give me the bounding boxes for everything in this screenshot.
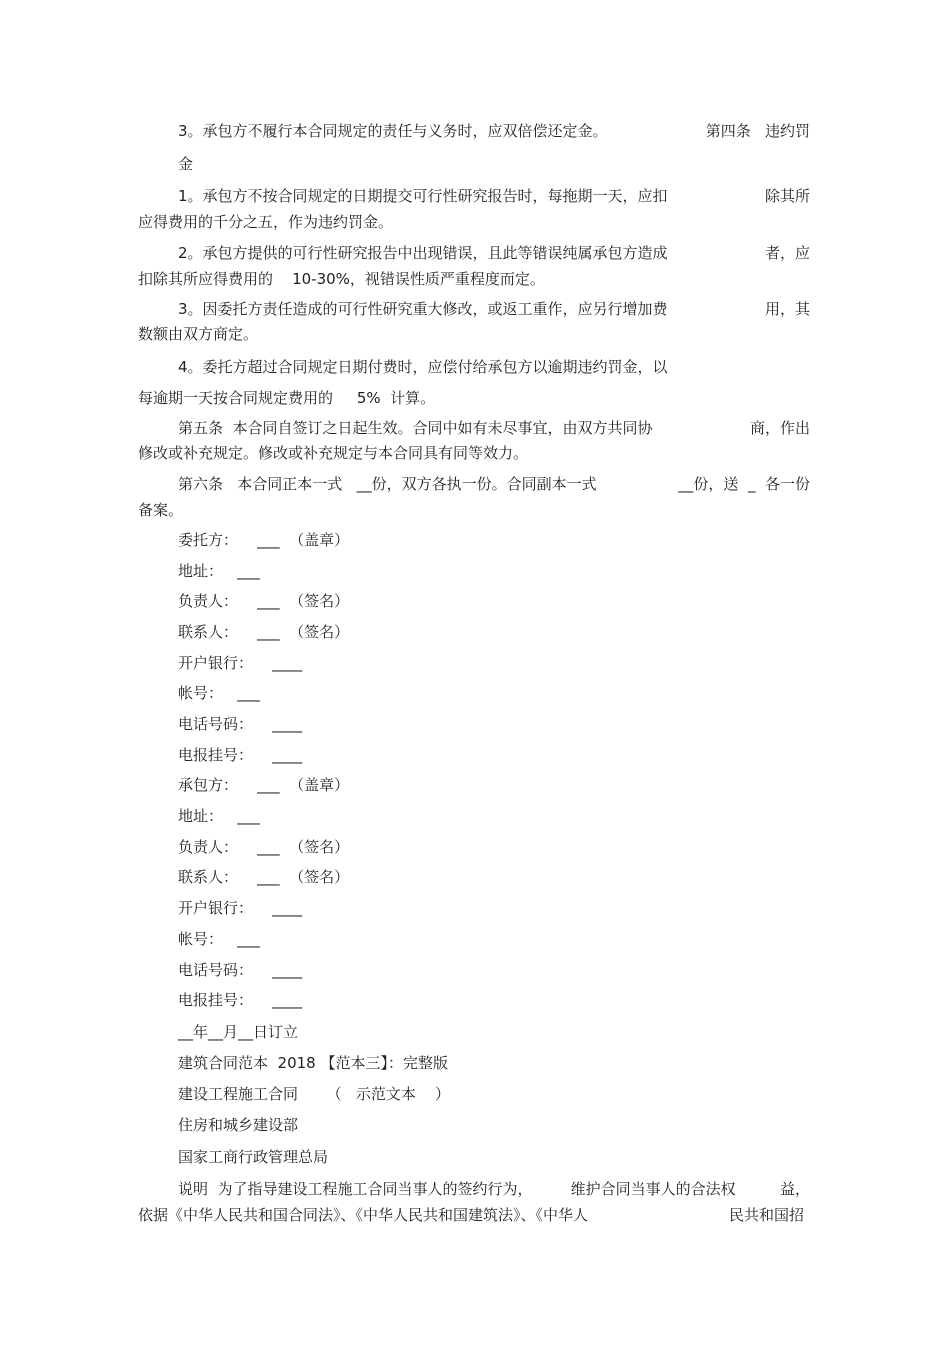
line-text: 3。承包方不履行本合同规定的责任与义务时，应双倍偿还定金。 xyxy=(178,122,608,140)
paragraph-line: 应得费用的千分之五，作为违约罚金。 xyxy=(138,213,394,231)
form-field-line: 联系人： ___ （签名） xyxy=(178,623,350,641)
form-field-line: 开户银行： ____ xyxy=(178,899,303,917)
form-field-line: 地址： ___ xyxy=(178,562,260,580)
form-field-line: 负责人： ___ （签名） xyxy=(178,838,350,856)
paragraph-line: 金 xyxy=(178,155,194,173)
form-field-line: 地址： ___ xyxy=(178,807,260,825)
paragraph-line: 4。委托方超过合同规定日期付费时，应偿付给承包方以逾期违约罚金，以 xyxy=(178,358,668,376)
paragraph-line: 每逾期一天按合同规定费用的 5% 计算。 xyxy=(138,389,436,407)
line-text-right: 除其所 xyxy=(764,187,810,205)
date-line: __年__月__日订立 xyxy=(178,1023,299,1041)
line-text: 第五条 本合同自签订之日起生效。合同中如有未尽事宜，由双方共同协 xyxy=(178,419,653,437)
document-title: 建设工程施工合同 （ 示范文本 ） xyxy=(178,1085,450,1103)
line-text: 1。承包方不按合同规定的日期提交可行性研究报告时，每拖期一天，应扣 xyxy=(178,187,668,205)
line-text-right: 者，应 xyxy=(764,244,810,262)
line-text-right: 商，作出 xyxy=(749,419,810,437)
paragraph-line xyxy=(178,477,810,492)
form-field-line: 电报挂号： ____ xyxy=(178,746,303,764)
line-text: 2。承包方提供的可行性研究报告中出现错误，且此等错误纯属承包方造成 xyxy=(178,244,668,262)
line-text-right: 民共和国招 xyxy=(728,1206,804,1224)
line-text: 说明 为了指导建设工程施工合同当事人的签约行为， 维护合同当事人的合法权 xyxy=(178,1180,736,1198)
paragraph-line xyxy=(178,1182,810,1197)
line-text: 3。因委托方责任造成的可行性研究重大修改，或返工重作，应另行增加费 xyxy=(178,300,668,318)
paragraph-line: 备案。 xyxy=(138,501,184,519)
form-field-line: 电话号码： ____ xyxy=(178,961,303,979)
line-text: 依据《中华人民共和国合同法》、《中华人民共和国建筑法》、《中华人 xyxy=(138,1206,589,1224)
line-text: 第六条 本合同正本一式 __份，双方各执一份。合同副本一式 xyxy=(178,475,597,493)
line-text-right: 第四条 违约罚 xyxy=(705,122,810,140)
paragraph-line xyxy=(178,421,810,436)
paragraph-line: 修改或补充规定。修改或补充规定与本合同具有同等效力。 xyxy=(138,444,529,462)
paragraph-line xyxy=(178,189,810,204)
paragraph-line: 扣除其所应得费用的 10-30%，视错误性质严重程度而定。 xyxy=(138,270,545,288)
form-field-line: 委托方： ___ （盖章） xyxy=(178,531,350,549)
form-field-line: 承包方： ___ （盖章） xyxy=(178,776,350,794)
form-field-line: 开户银行： ____ xyxy=(178,654,303,672)
issuer-line: 国家工商行政管理总局 xyxy=(178,1148,329,1166)
paragraph-line xyxy=(178,246,810,261)
form-field-line: 电报挂号： ____ xyxy=(178,991,303,1009)
paragraph-line xyxy=(178,124,810,139)
form-field-line: 电话号码： ____ xyxy=(178,715,303,733)
section-heading: 建筑合同范本 2018 【范本三】：完整版 xyxy=(178,1054,448,1072)
form-field-line: 联系人： ___ （签名） xyxy=(178,868,350,886)
paragraph-line xyxy=(138,1208,804,1223)
paragraph-line xyxy=(178,302,810,317)
paragraph-line: 数额由双方商定。 xyxy=(138,325,259,343)
line-text-right: 益， xyxy=(779,1180,810,1198)
issuer-line: 住房和城乡建设部 xyxy=(178,1116,299,1134)
form-field-line: 帐号： ___ xyxy=(178,684,260,702)
line-text-right: __份，送 _ 各一份 xyxy=(678,475,810,493)
line-text-right: 用，其 xyxy=(764,300,810,318)
form-field-line: 帐号： ___ xyxy=(178,930,260,948)
form-field-line: 负责人： ___ （签名） xyxy=(178,592,350,610)
